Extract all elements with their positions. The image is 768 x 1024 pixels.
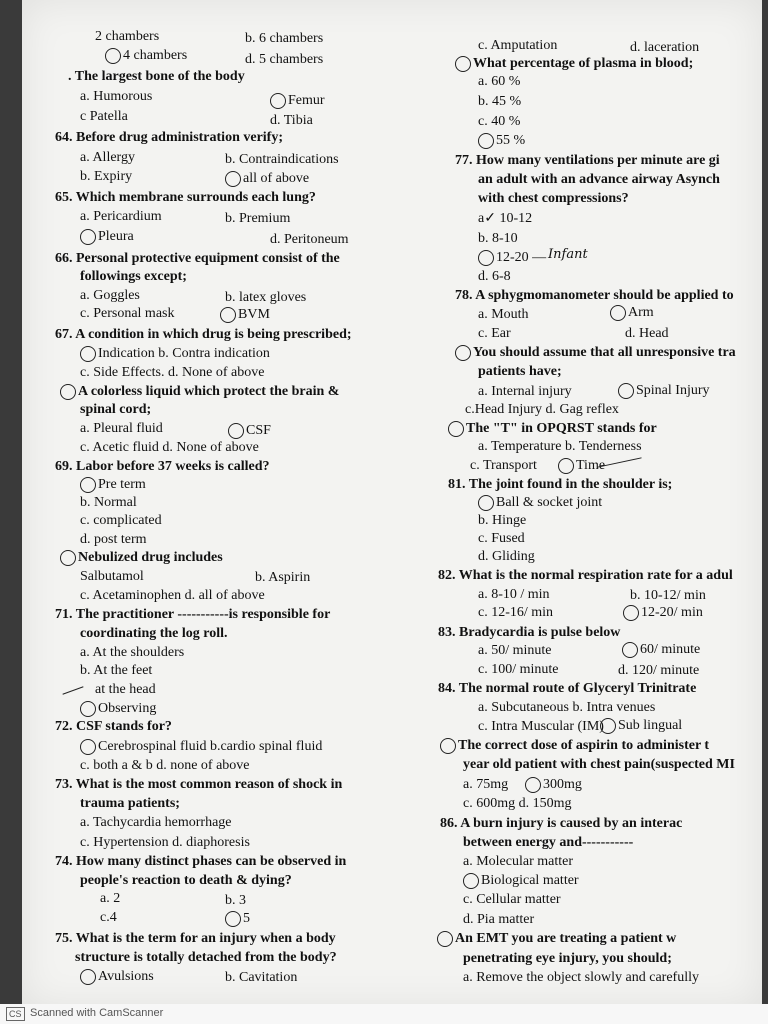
line-text: 74. How many distinct phases can be observed in xyxy=(55,854,347,869)
question-line xyxy=(438,624,620,642)
answer-option xyxy=(478,661,559,679)
question-line xyxy=(80,795,180,813)
circled-answer-mark xyxy=(618,383,634,399)
line-text: c. Transport xyxy=(470,458,537,473)
circled-answer-mark xyxy=(463,873,479,889)
answer-option xyxy=(478,73,520,91)
answer-option xyxy=(478,210,532,228)
line-text: The "T" in OPQRST stands for xyxy=(466,421,657,436)
answer-option xyxy=(478,586,550,604)
line-text: An EMT you are treating a patient w xyxy=(455,931,677,946)
scanner-footer xyxy=(0,1004,768,1024)
line-text: c. Hypertension d. diaphoresis xyxy=(80,835,250,850)
line-text: Femur xyxy=(288,93,325,108)
answer-option xyxy=(225,170,309,188)
question-line xyxy=(440,737,709,755)
question-line xyxy=(80,625,228,643)
circled-answer-mark xyxy=(80,477,96,493)
line-text: Cerebrospinal fluid b.cardio spinal fluid xyxy=(98,739,323,754)
line-text: coordinating the log roll. xyxy=(80,626,228,641)
line-text: c. Ear xyxy=(478,326,511,341)
question-line xyxy=(448,420,657,438)
line-text: CSF xyxy=(246,423,271,438)
circled-answer-mark xyxy=(80,346,96,362)
line-text: an adult with an advance airway Asynch xyxy=(478,172,720,187)
line-text: b. 6 chambers xyxy=(245,31,324,46)
question-line xyxy=(68,68,245,86)
line-text: 12-20 — xyxy=(496,250,547,265)
line-text: 5 xyxy=(243,911,250,926)
line-text: d. 6-8 xyxy=(478,269,511,284)
question-line xyxy=(455,287,734,305)
circled-answer-mark xyxy=(623,605,639,621)
answer-option xyxy=(80,149,135,167)
answer-option xyxy=(80,814,232,832)
question-line xyxy=(55,458,270,476)
answer-option xyxy=(470,457,537,475)
line-text: 84. The normal route of Glyceryl Trinitrate xyxy=(438,681,697,696)
question-line xyxy=(438,567,733,585)
line-text: The correct dose of aspirin to administer t xyxy=(458,738,710,753)
answer-option xyxy=(80,108,128,126)
circled-answer-mark xyxy=(60,384,76,400)
line-text: 83. Bradycardia is pulse below xyxy=(438,625,621,640)
answer-option xyxy=(478,230,518,248)
line-text: c. Amputation xyxy=(478,38,558,53)
line-text: 66. Personal protective equipment consist of the xyxy=(55,251,340,266)
line-text: c. 600mg d. 150mg xyxy=(463,796,572,811)
answer-option xyxy=(463,795,572,813)
line-text: 60/ minute xyxy=(640,642,701,657)
line-text: 77. How many ventilations per minute are gi xyxy=(455,153,720,168)
line-text: b. At the feet xyxy=(80,663,153,678)
line-text: penetrating eye injury, you should; xyxy=(463,951,672,966)
answer-option xyxy=(478,548,535,566)
line-text: Salbutamol xyxy=(80,569,144,584)
line-text: b. Normal xyxy=(80,495,137,510)
line-text: b. 10-12/ min xyxy=(630,588,706,603)
question-line xyxy=(463,834,633,852)
answer-option xyxy=(225,910,250,928)
line-text: c Patella xyxy=(80,109,128,124)
line-text: c. complicated xyxy=(80,513,162,528)
answer-option xyxy=(478,37,557,55)
question-line xyxy=(455,55,693,73)
circled-answer-mark xyxy=(225,911,241,927)
answer-option xyxy=(463,969,699,987)
answer-option xyxy=(255,569,310,587)
line-text: 78. A sphygmomanometer should be applied to xyxy=(455,288,734,303)
answer-option xyxy=(478,604,553,622)
scanner-label: Scanned with CamScanner xyxy=(30,1007,164,1019)
line-text: 64. Before drug administration verify; xyxy=(55,130,283,145)
line-text: 75. What is the term for an injury when a body xyxy=(55,931,336,946)
line-text: 300mg xyxy=(543,777,582,792)
answer-option xyxy=(270,231,349,249)
line-text: d. Tibia xyxy=(270,113,313,128)
line-text: a. Internal injury xyxy=(478,384,572,399)
question-line xyxy=(55,189,316,207)
line-text: c.4 xyxy=(100,910,117,925)
answer-option xyxy=(245,51,323,69)
question-line xyxy=(438,680,696,698)
line-text: c. both a & b d. none of above xyxy=(80,758,250,773)
answer-option xyxy=(225,892,246,910)
answer-option xyxy=(245,30,323,48)
line-text: 12-20/ min xyxy=(641,605,703,620)
line-text: d. Peritoneum xyxy=(270,232,349,247)
line-text: a. 2 xyxy=(100,891,121,906)
circled-answer-mark xyxy=(558,458,574,474)
line-text: a. Mouth xyxy=(478,307,529,322)
line-text: c. Side Effects. d. None of above xyxy=(80,365,265,380)
circled-answer-mark xyxy=(228,423,244,439)
line-text: c. Intra Muscular (IM) xyxy=(478,719,604,734)
question-line xyxy=(55,129,283,147)
line-text: d. laceration xyxy=(630,40,700,55)
answer-option xyxy=(80,834,250,852)
circled-answer-mark xyxy=(478,250,494,266)
line-text: c. Fused xyxy=(478,531,525,546)
line-text: a. Goggles xyxy=(80,288,140,303)
circled-answer-mark xyxy=(225,171,241,187)
question-line xyxy=(455,344,736,362)
line-text: d. post term xyxy=(80,532,147,547)
circled-answer-mark xyxy=(525,777,541,793)
line-text: BVM xyxy=(238,307,270,322)
answer-option xyxy=(80,531,147,549)
line-text: all of above xyxy=(243,171,310,186)
line-text: followings except; xyxy=(80,269,187,284)
answer-option xyxy=(478,249,546,267)
answer-option xyxy=(525,776,582,794)
circled-answer-mark xyxy=(478,133,494,149)
line-text: trauma patients; xyxy=(80,796,180,811)
line-text: 72. CSF stands for? xyxy=(55,719,172,734)
line-text: b. Premium xyxy=(225,211,291,226)
circled-answer-mark xyxy=(80,969,96,985)
answer-option xyxy=(80,757,250,775)
line-text: A colorless liquid which protect the brain & xyxy=(78,384,340,399)
answer-option xyxy=(80,644,184,662)
answer-option xyxy=(622,641,700,659)
line-text: 69. Labor before 37 weeks is called? xyxy=(55,459,270,474)
answer-option xyxy=(478,306,529,324)
line-text: c. 12-16/ min xyxy=(478,605,554,620)
circled-answer-mark xyxy=(60,550,76,566)
line-text: . The largest bone of the body xyxy=(68,69,245,84)
answer-option xyxy=(80,88,152,106)
answer-option xyxy=(478,268,511,286)
line-text: Pre term xyxy=(98,477,146,492)
line-text: a. Temperature b. Tenderness xyxy=(478,439,642,454)
line-text: c. 100/ minute xyxy=(478,662,559,677)
answer-option xyxy=(270,112,313,130)
line-text: c. Cellular matter xyxy=(463,892,561,907)
line-text: year old patient with chest pain(suspected MI xyxy=(463,757,735,772)
line-text: b. Hinge xyxy=(478,513,527,528)
question-line xyxy=(478,171,720,189)
question-line xyxy=(80,872,292,890)
question-line xyxy=(80,268,187,286)
answer-option xyxy=(225,151,339,169)
line-text: c. Acetaminophen d. all of above xyxy=(80,588,265,603)
circled-answer-mark xyxy=(270,93,286,109)
line-text: a. At the shoulders xyxy=(80,645,185,660)
line-text: c. Acetic fluid d. None of above xyxy=(80,440,259,455)
circled-answer-mark xyxy=(80,229,96,245)
line-text: d. Pia matter xyxy=(463,912,535,927)
answer-option xyxy=(80,568,144,586)
answer-option xyxy=(610,304,654,322)
line-text: a✓ 10-12 xyxy=(478,211,533,226)
line-text: b. Cavitation xyxy=(225,970,298,985)
answer-option xyxy=(80,305,174,323)
line-text: a. 75mg xyxy=(463,777,509,792)
answer-option xyxy=(463,891,561,909)
line-text: 67. A condition in which drug is being prescribed; xyxy=(55,327,352,342)
answer-option xyxy=(478,512,526,530)
answer-option xyxy=(478,642,552,660)
line-text: people's reaction to death & dying? xyxy=(80,873,292,888)
answer-option xyxy=(225,969,297,987)
question-line xyxy=(455,152,720,170)
answer-option xyxy=(220,306,270,324)
question-line xyxy=(440,815,682,833)
line-text: Indication b. Contra indication xyxy=(98,346,270,361)
line-text: Nebulized drug includes xyxy=(78,550,223,565)
question-line xyxy=(478,190,629,208)
answer-option xyxy=(80,364,264,382)
line-text: 4 chambers xyxy=(123,48,188,63)
line-text: at the head xyxy=(95,682,156,697)
line-text: c. 40 % xyxy=(478,114,521,129)
answer-option xyxy=(80,287,140,305)
line-text: b. Aspirin xyxy=(255,570,311,585)
circled-answer-mark xyxy=(437,931,453,947)
line-text: b. 3 xyxy=(225,893,246,908)
answer-option xyxy=(80,512,162,530)
answer-option xyxy=(478,325,511,343)
answer-option xyxy=(80,476,146,494)
answer-option xyxy=(478,699,655,717)
answer-option xyxy=(95,28,159,46)
circled-answer-mark xyxy=(455,345,471,361)
line-text: b. Expiry xyxy=(80,169,133,184)
line-text: Ball & socket joint xyxy=(496,495,603,510)
line-text: Sub lingual xyxy=(618,718,683,733)
line-text: a. 8-10 / min xyxy=(478,587,550,602)
answer-option xyxy=(618,382,710,400)
circled-answer-mark xyxy=(80,739,96,755)
question-line xyxy=(55,250,340,268)
line-text: b. 45 % xyxy=(478,94,522,109)
question-line xyxy=(80,401,151,419)
line-text: a. Allergy xyxy=(80,150,135,165)
question-line xyxy=(55,853,346,871)
question-line xyxy=(60,383,339,401)
line-text: What percentage of plasma in blood; xyxy=(473,56,694,71)
circled-answer-mark xyxy=(622,642,638,658)
circled-answer-mark xyxy=(220,307,236,323)
question-line xyxy=(437,930,676,948)
line-text: 81. The joint found in the shoulder is; xyxy=(448,477,673,492)
line-text: with chest compressions? xyxy=(478,191,629,206)
line-text: 71. The practitioner -----------is responsible for xyxy=(55,607,331,622)
line-text: b. Contraindications xyxy=(225,152,339,167)
line-text: Infant xyxy=(548,247,588,262)
answer-option xyxy=(625,325,669,343)
line-text: d. 5 chambers xyxy=(245,52,324,67)
question-line xyxy=(55,606,330,624)
line-text: a. 60 % xyxy=(478,74,521,89)
answer-option xyxy=(548,246,588,264)
question-line xyxy=(55,326,352,344)
answer-option xyxy=(105,47,187,65)
answer-option xyxy=(478,438,642,456)
answer-option xyxy=(80,587,265,605)
answer-option xyxy=(80,420,163,438)
line-text: a. Subcutaneous b. Intra venues xyxy=(478,700,656,715)
answer-option xyxy=(270,92,325,110)
answer-option xyxy=(80,738,322,756)
answer-option xyxy=(80,439,259,457)
question-line xyxy=(448,476,672,494)
question-line xyxy=(55,718,172,736)
answer-option xyxy=(463,853,573,871)
line-text: Arm xyxy=(628,305,654,320)
line-text: a. Molecular matter xyxy=(463,854,574,869)
answer-option xyxy=(463,776,508,794)
line-text: Biological matter xyxy=(481,873,579,888)
line-text: Time xyxy=(576,458,606,473)
answer-option xyxy=(478,530,525,548)
line-text: a. Remove the object slowly and carefully xyxy=(463,970,699,985)
question-line xyxy=(75,949,337,967)
answer-option xyxy=(478,718,604,736)
circled-answer-mark xyxy=(440,738,456,754)
line-text: Observing xyxy=(98,701,157,716)
answer-option xyxy=(100,909,117,927)
answer-option xyxy=(630,587,706,605)
answer-option xyxy=(478,132,525,150)
line-text: b. latex gloves xyxy=(225,290,307,305)
answer-option xyxy=(228,422,271,440)
answer-option xyxy=(80,700,156,718)
line-text: 2 chambers xyxy=(95,29,160,44)
line-text: patients have; xyxy=(478,364,562,379)
answer-option xyxy=(100,890,120,908)
answer-option xyxy=(600,717,682,735)
answer-option xyxy=(618,662,699,680)
circled-answer-mark xyxy=(455,56,471,72)
answer-option xyxy=(478,494,602,512)
line-text: c.Head Injury d. Gag reflex xyxy=(465,402,619,417)
question-line xyxy=(60,549,223,567)
pen-tick xyxy=(62,686,83,694)
answer-option xyxy=(478,93,521,111)
answer-option xyxy=(80,168,132,186)
line-text: between energy and----------- xyxy=(463,835,634,850)
answer-option xyxy=(80,345,270,363)
question-line xyxy=(463,756,735,774)
line-text: d. 120/ minute xyxy=(618,663,700,678)
line-text: a. Humorous xyxy=(80,89,153,104)
answer-option xyxy=(80,208,162,226)
answer-option xyxy=(463,911,534,929)
line-text: a. 50/ minute xyxy=(478,643,552,658)
line-text: 55 % xyxy=(496,133,526,148)
circled-answer-mark xyxy=(610,305,626,321)
line-text: 82. What is the normal respiration rate for a adul xyxy=(438,568,733,583)
answer-option xyxy=(465,401,619,419)
circled-answer-mark xyxy=(448,421,464,437)
answer-option xyxy=(225,289,306,307)
line-text: d. Gliding xyxy=(478,549,535,564)
line-text: Spinal Injury xyxy=(636,383,710,398)
answer-option xyxy=(463,872,579,890)
scanned-exam-page xyxy=(22,0,762,1008)
line-text: c. Personal mask xyxy=(80,306,175,321)
answer-option xyxy=(95,681,156,699)
line-text: 65. Which membrane surrounds each lung? xyxy=(55,190,316,205)
question-line xyxy=(55,776,342,794)
line-text: Pleura xyxy=(98,229,134,244)
line-text: a. Pericardium xyxy=(80,209,162,224)
answer-option xyxy=(80,968,154,986)
answer-option xyxy=(623,604,703,622)
line-text: spinal cord; xyxy=(80,402,152,417)
line-text: a. Tachycardia hemorrhage xyxy=(80,815,232,830)
camscanner-logo: CS xyxy=(6,1007,25,1021)
circled-answer-mark xyxy=(105,48,121,64)
line-text: 86. A burn injury is caused by an interac xyxy=(440,816,683,831)
line-text: 73. What is the most common reason of shock in xyxy=(55,777,343,792)
answer-option xyxy=(478,113,520,131)
answer-option xyxy=(80,494,137,512)
line-text: a. Pleural fluid xyxy=(80,421,163,436)
answer-option xyxy=(225,210,290,228)
question-line xyxy=(478,363,562,381)
line-text: You should assume that all unresponsive tra xyxy=(473,345,736,360)
question-line xyxy=(55,930,336,948)
circled-answer-mark xyxy=(478,495,494,511)
circled-answer-mark xyxy=(80,701,96,717)
answer-option xyxy=(80,662,152,680)
answer-option xyxy=(80,228,134,246)
answer-option xyxy=(478,383,572,401)
circled-answer-mark xyxy=(600,718,616,734)
line-text: d. Head xyxy=(625,326,669,341)
line-text: structure is totally detached from the body? xyxy=(75,950,337,965)
line-text: b. 8-10 xyxy=(478,231,518,246)
line-text: Avulsions xyxy=(98,969,154,984)
question-line xyxy=(463,950,672,968)
